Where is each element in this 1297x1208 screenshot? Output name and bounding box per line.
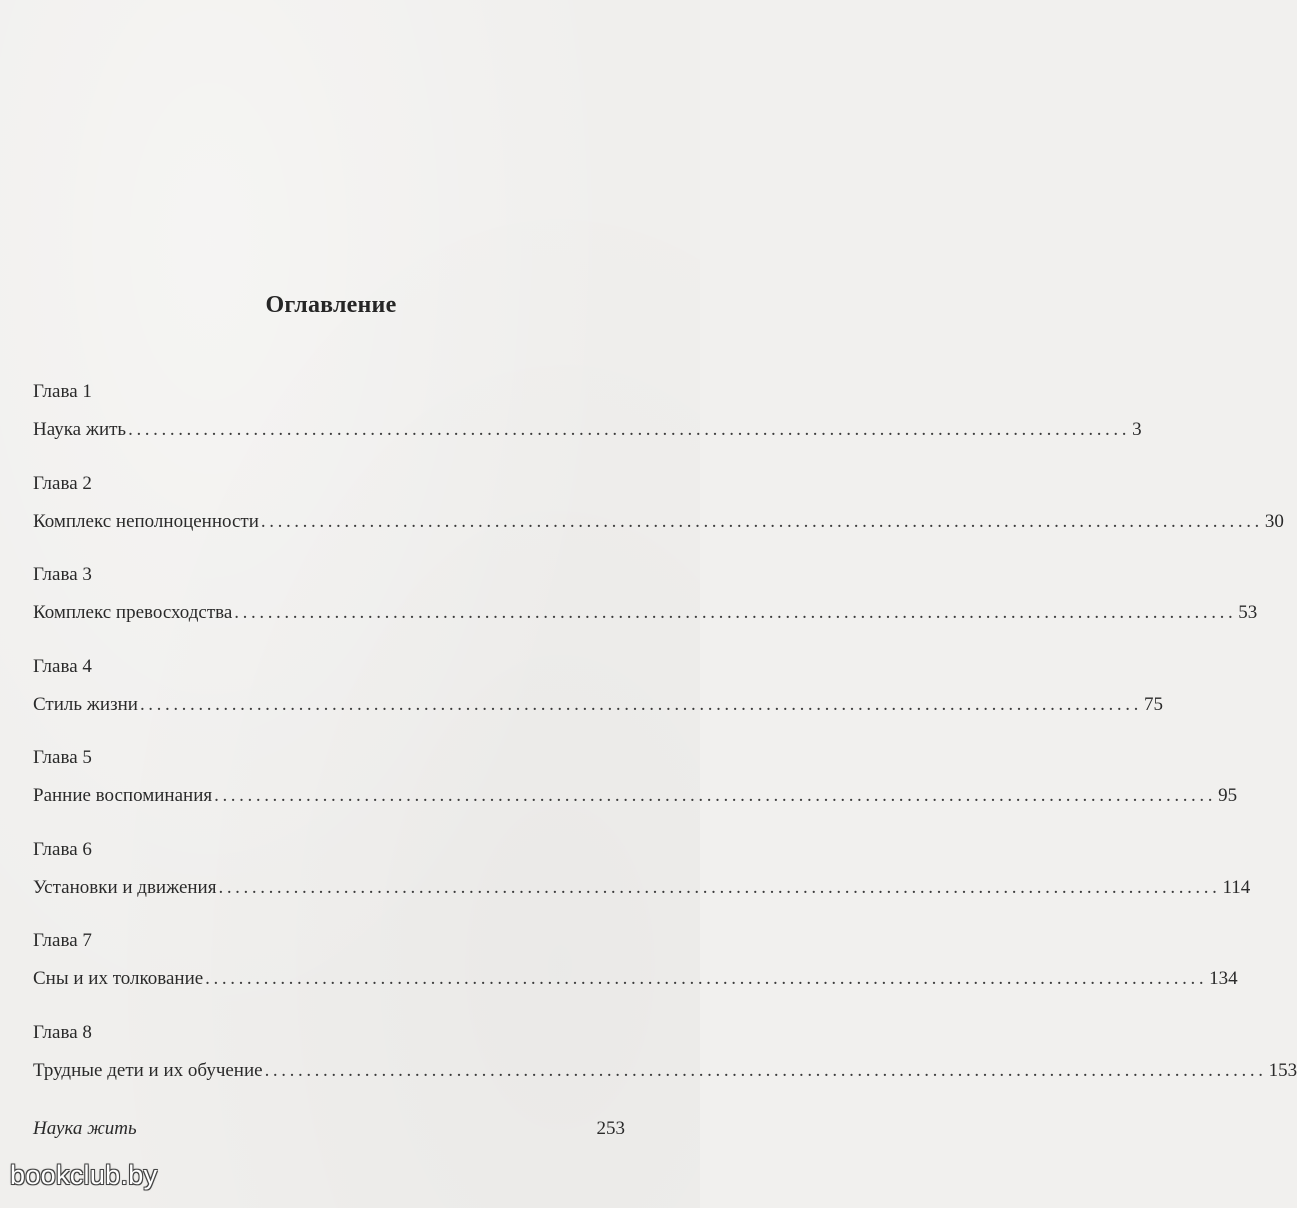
table-of-contents [33, 378, 1297, 1110]
chapter-page-number: 3 [1132, 419, 1142, 440]
chapter-label: Глава 7 [33, 930, 92, 951]
dot-leader: ........................................................................................................................ [128, 419, 1131, 440]
chapter-page-number: 95 [1218, 785, 1238, 806]
chapter-name: Трудные дети и их обучение [33, 1059, 263, 1081]
chapter-name: Сны и их толкование [33, 968, 204, 989]
chapter-label: Глава 1 [33, 381, 92, 402]
running-footer-page-number: 253 [596, 1118, 625, 1139]
dot-leader: ........................................................................................................................ [264, 1059, 1267, 1081]
chapter-name: Комплекс неполноценности [33, 510, 259, 532]
chapter-line [33, 508, 1284, 536]
watermark-logo: bookclub.by [10, 1160, 158, 1190]
dot-leader: ........................................................................................................................ [214, 785, 1217, 806]
chapter-name: Ранние воспоминания [33, 785, 213, 806]
chapter-label: Глава 6 [33, 838, 92, 860]
chapter-name: Стиль жизни [33, 693, 138, 715]
chapter-line [33, 691, 1163, 719]
chapter-page-number: 75 [1143, 693, 1163, 715]
toc-entry-6 [33, 836, 1251, 928]
toc-entry-3 [33, 561, 1258, 653]
chapter-label: Глава 2 [33, 472, 92, 494]
chapter-line [33, 416, 1142, 444]
toc-entry-1 [33, 378, 1142, 470]
toc-entry-4 [33, 653, 1163, 745]
chapter-name: Установки и движения [33, 876, 217, 898]
dot-leader: ........................................................................................................................ [139, 693, 1142, 715]
toc-entry-5 [33, 744, 1238, 836]
chapter-line [33, 782, 1238, 810]
chapter-page-number: 30 [1264, 510, 1284, 532]
chapter-line [33, 965, 1238, 993]
chapter-label: Глава 4 [33, 655, 92, 677]
dot-leader: ........................................................................................................................ [234, 602, 1237, 623]
dot-leader: ........................................................................................................................ [260, 510, 1263, 532]
chapter-name: Наука жить [33, 419, 127, 440]
chapter-page-number: 114 [1222, 876, 1251, 898]
chapter-page-number: 53 [1238, 602, 1258, 623]
chapter-page-number: 134 [1209, 968, 1238, 989]
page-title: Оглавление [265, 292, 397, 318]
chapter-line [33, 599, 1258, 627]
dot-leader: ........................................................................................................................ [205, 968, 1208, 989]
chapter-line [33, 1057, 1297, 1085]
chapter-label: Глава 3 [33, 564, 92, 585]
dot-leader: ........................................................................................................................ [218, 876, 1221, 898]
chapter-name: Комплекс превосходства [33, 602, 233, 623]
toc-entry-7 [33, 927, 1238, 1019]
toc-entry-8 [33, 1019, 1297, 1111]
running-footer-title: Наука жить [33, 1118, 137, 1139]
chapter-label: Глава 8 [33, 1021, 92, 1043]
chapter-label: Глава 5 [33, 747, 92, 768]
chapter-page-number: 153 [1268, 1059, 1297, 1081]
chapter-line [33, 874, 1251, 902]
toc-entry-2 [33, 470, 1284, 562]
